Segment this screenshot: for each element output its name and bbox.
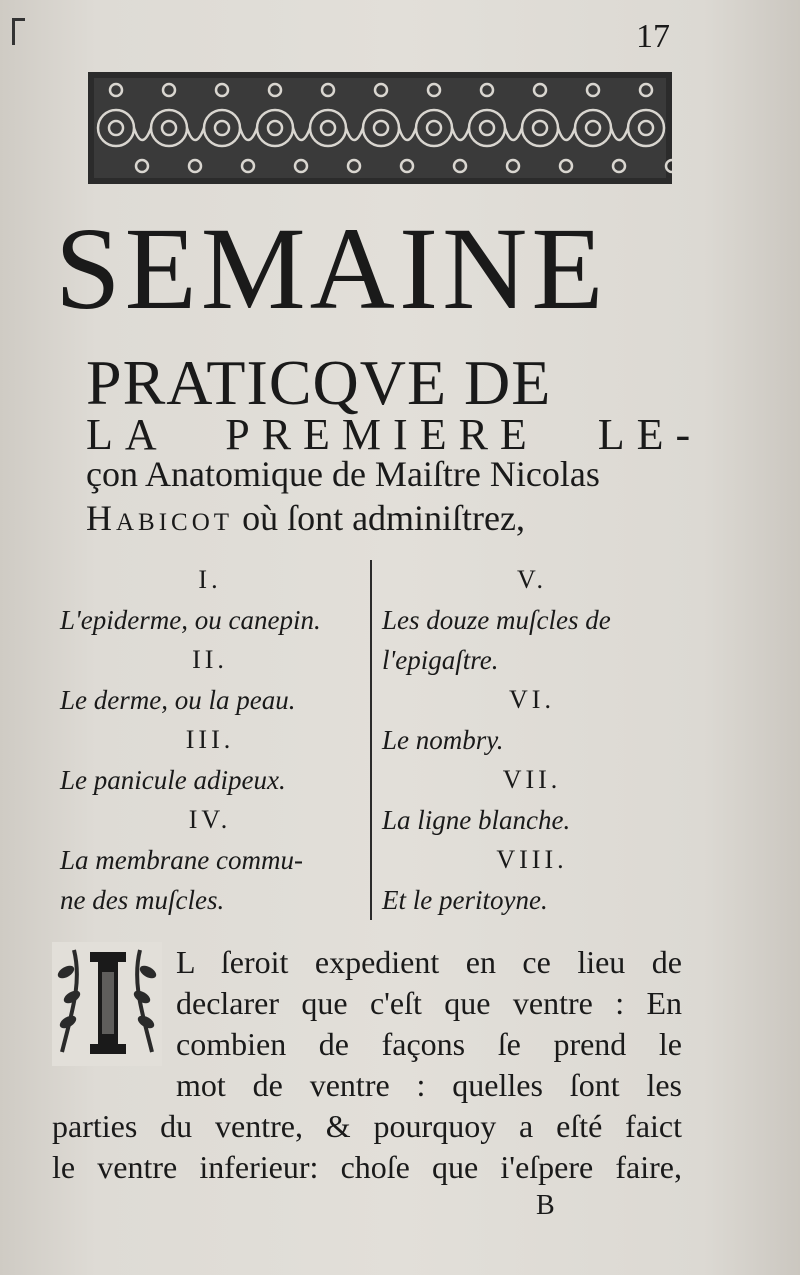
toc-number: III.	[185, 725, 235, 754]
toc-number: IV.	[188, 805, 232, 834]
toc-left-column	[60, 560, 360, 920]
body-line: combien de façons ſe prend le	[176, 1026, 682, 1062]
body-line: parties du ventre, & pourquoy a eſté faict	[52, 1108, 682, 1144]
title-habicot	[86, 496, 676, 540]
body-line: le ventre inferieur: choſe que i'eſpere faire,	[52, 1149, 682, 1185]
title-praticqve: PRATICQVE DE	[86, 347, 552, 418]
body-line: L ſeroit expedient en ce lieu de	[176, 944, 682, 980]
toc-number: V.	[517, 565, 547, 594]
corner-mark	[12, 18, 25, 45]
toc-entry: La ligne blanche.	[382, 805, 571, 835]
toc-entry: L'epiderme, ou canepin.	[60, 605, 321, 635]
toc-number: I.	[198, 565, 222, 594]
body-line: mot de ventre : quelles ſont les	[176, 1067, 682, 1103]
body-paragraph	[52, 942, 682, 1202]
toc-number: VI.	[509, 685, 555, 714]
decorated-initial-I-icon	[52, 942, 162, 1066]
table-of-contents	[60, 560, 680, 920]
toc-divider	[370, 560, 372, 920]
toc-entry: ne des muſcles.	[60, 885, 225, 915]
title-semaine: SEMAINE	[55, 203, 608, 334]
author-name: Habicot	[86, 498, 234, 538]
toc-entry: Le panicule adipeux.	[60, 765, 286, 795]
toc-number: VII.	[502, 765, 562, 794]
toc-right-column	[382, 560, 682, 920]
floral-border-ornament	[88, 72, 672, 184]
page-number: 17	[636, 18, 670, 55]
title-premiere: LA PREMIERE LE-	[86, 410, 703, 459]
toc-number: II.	[192, 645, 228, 674]
signature-mark: B	[536, 1190, 555, 1221]
toc-entry: Les douze muſcles de	[382, 605, 611, 635]
title-administrez: où ſont adminiſtrez,	[233, 498, 525, 538]
title-anatomique: çon Anatomique de Maiſtre Nicolas	[86, 454, 600, 494]
toc-entry: l'epigaſtre.	[382, 645, 499, 675]
toc-entry: Le derme, ou la peau.	[60, 685, 296, 715]
toc-number: VIII.	[496, 845, 568, 874]
toc-entry: La membrane commu-	[60, 845, 303, 875]
toc-entry: Le nombry.	[382, 725, 504, 755]
toc-entry: Et le peritoyne.	[382, 885, 548, 915]
body-line: declarer que c'eſt que ventre : En	[176, 985, 682, 1021]
